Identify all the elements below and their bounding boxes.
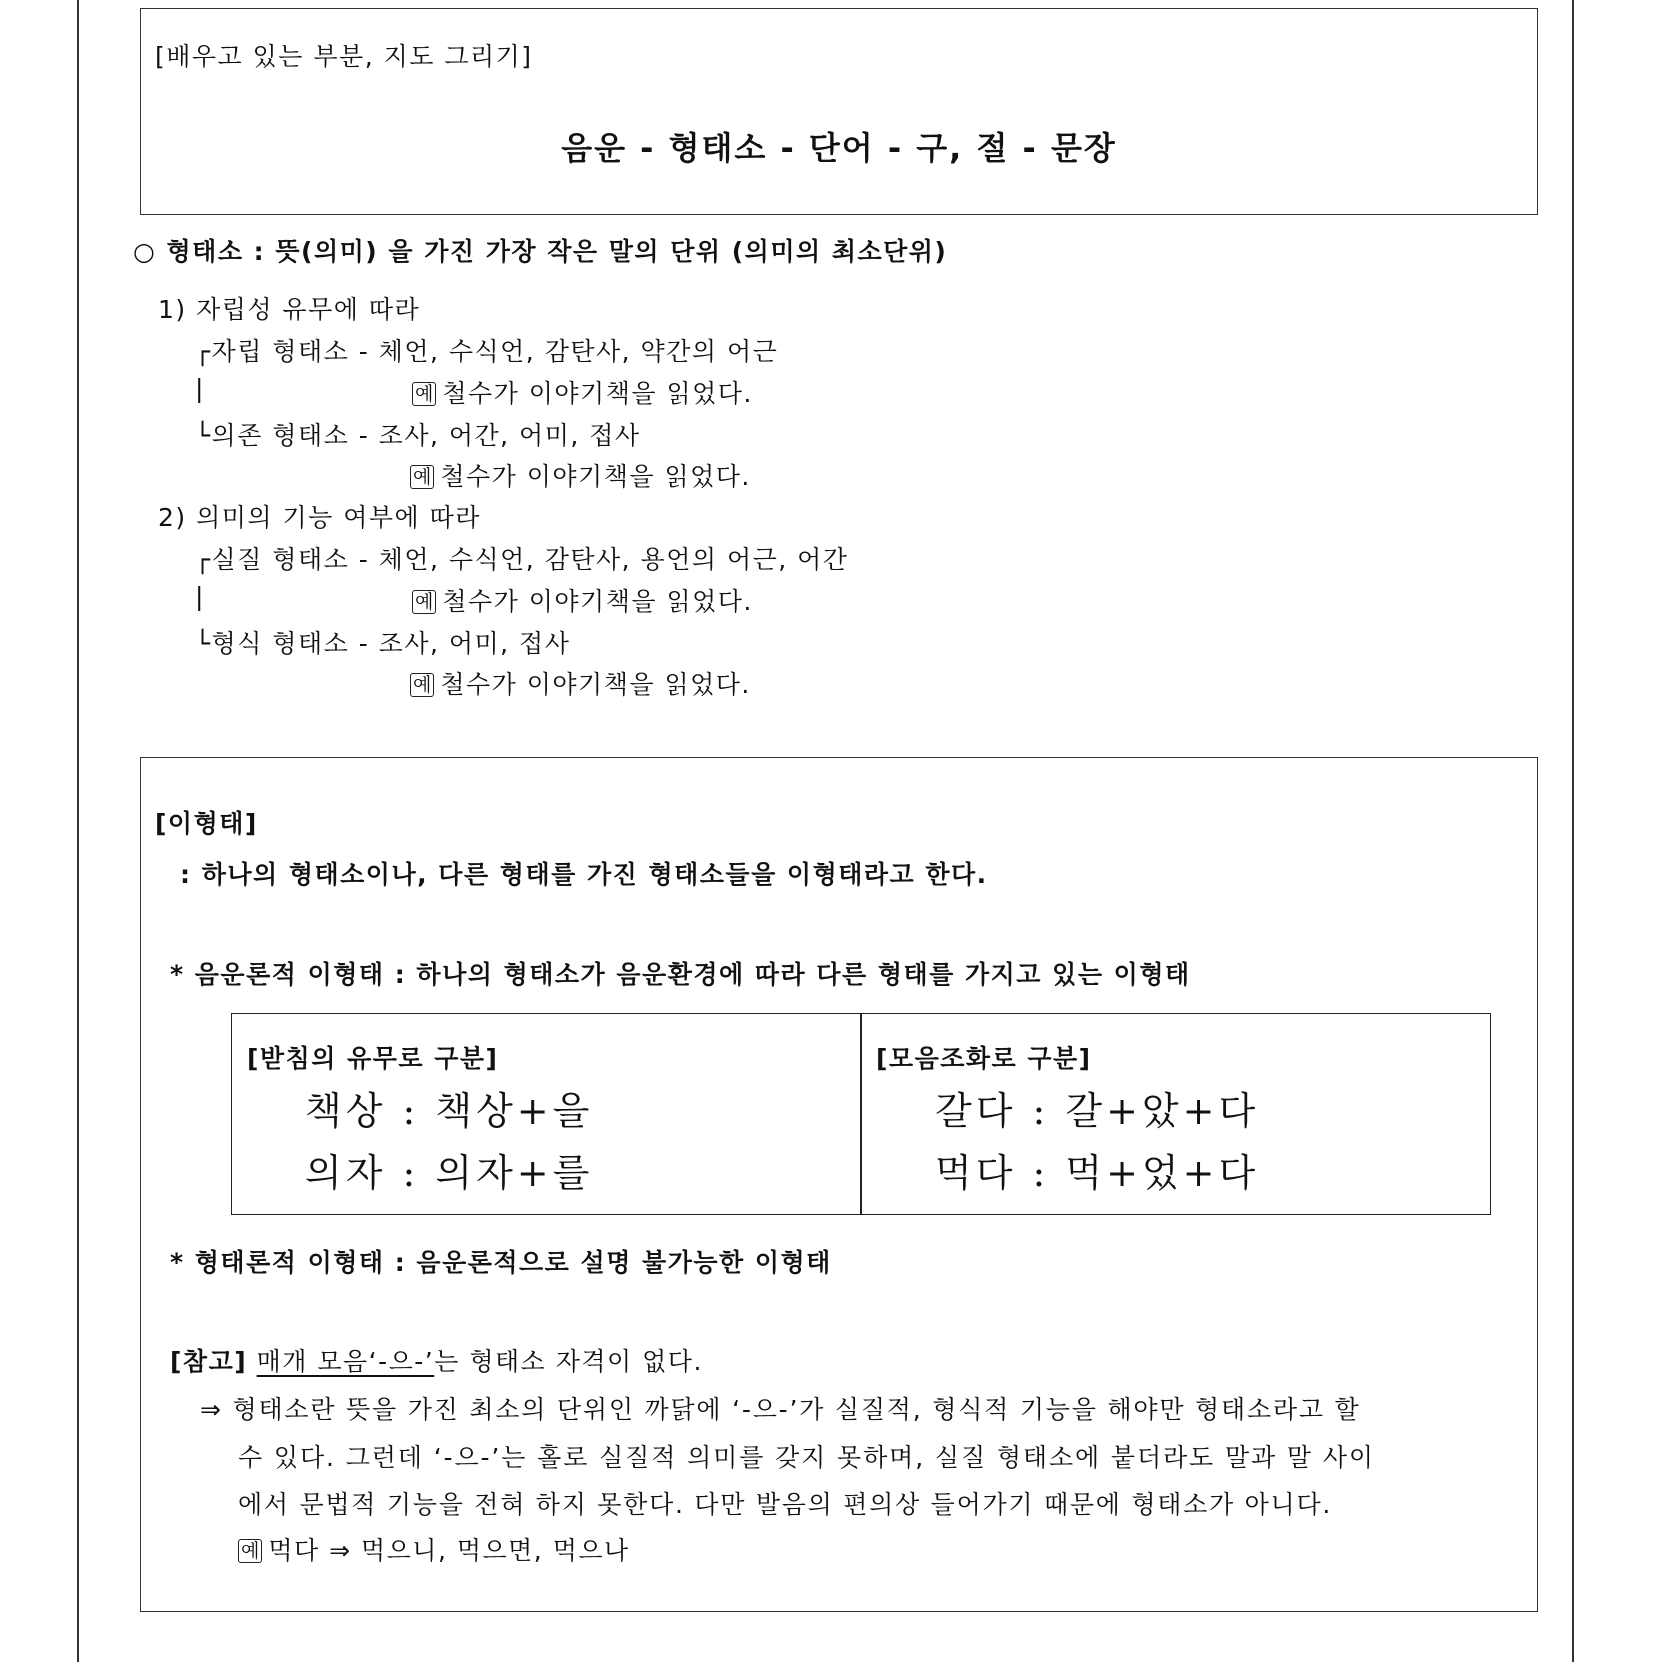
topic-map-title: 음운 - 형태소 - 단어 - 구, 절 - 문장: [561, 129, 1117, 167]
topic-map-heading: [배우고 있는 부분, 지도 그리기]: [155, 42, 533, 71]
phonological-allomorph: * 음운론적 이형태 : 하나의 형태소가 음운환경에 따라 다른 형태를 가지고 있는 이형태: [170, 960, 1191, 989]
allomorph-definition: : 하나의 형태소이나, 다른 형태를 가진 형태소들을 이형태라고 한다.: [180, 860, 988, 889]
section1-item2-example: [410, 457, 751, 493]
example-sentence: 철수가 이야기책을 읽었다.: [440, 670, 751, 699]
section2-item1: ┌실질 형태소 - 체언, 수식언, 감탄사, 용언의 어근, 어간: [195, 545, 849, 574]
table-divider: [860, 1013, 862, 1215]
morpheme-definition: ○ 형태소 : 뜻(의미) 을 가진 가장 작은 말의 단위 (의미의 최소단위): [133, 237, 948, 266]
allomorph-heading: [이형태]: [155, 809, 258, 838]
table-right-row1: 갈다 : 갈+았+다: [935, 1089, 1260, 1133]
page-right-border: [1572, 0, 1574, 1662]
example-mark-icon: 예: [238, 1539, 262, 1563]
example-mark-icon: 예: [412, 590, 436, 614]
section1-item1-example: [412, 374, 753, 410]
table-right-header: [모음조화로 구분]: [876, 1044, 1092, 1073]
note-line1: ⇒ 형태소란 뜻을 가진 최소의 단위인 까닭에 ‘-으-’가 실질적, 형식적 기능을 해야만 형태소라고 할: [200, 1395, 1361, 1424]
example-mark-icon: 예: [410, 465, 434, 489]
section2-item2: └형식 형태소 - 조사, 어미, 접사: [195, 629, 571, 658]
table-left-row2: 의자 : 의자+를: [305, 1151, 594, 1195]
section2-item1-example: [412, 582, 753, 618]
section2-heading: 2) 의미의 기능 여부에 따라: [158, 503, 481, 532]
example-sentence: 철수가 이야기책을 읽었다.: [442, 379, 753, 408]
table-right-row2: 먹다 : 먹+었+다: [935, 1151, 1260, 1195]
note-underlined: 매개 모음‘-으-’: [256, 1347, 435, 1376]
note-example: [238, 1531, 630, 1567]
page-left-border: [77, 0, 79, 1662]
section2-bar: |: [195, 582, 205, 611]
example-sentence: 철수가 이야기책을 읽었다.: [440, 462, 751, 491]
morphological-allomorph: * 형태론적 이형태 : 음운론적으로 설명 불가능한 이형태: [170, 1248, 832, 1277]
note-label: [참고]: [170, 1347, 248, 1376]
topic-map-box: [140, 8, 1538, 215]
section1-item1: ┌자립 형태소 - 체언, 수식언, 감탄사, 약간의 어근: [195, 337, 779, 366]
table-left-row1: 책상 : 책상+을: [305, 1089, 594, 1133]
note-example-text: 먹다 ⇒ 먹으니, 먹으면, 먹으나: [268, 1536, 630, 1565]
example-mark-icon: 예: [412, 382, 436, 406]
section2-item2-example: [410, 665, 751, 701]
note-line3: 에서 문법적 기능을 전혀 하지 못한다. 다만 발음의 편의상 들어가기 때문에 형태소가 아니다.: [238, 1490, 1333, 1519]
note-rest: 는 형태소 자격이 없다.: [434, 1347, 703, 1376]
example-sentence: 철수가 이야기책을 읽었다.: [442, 587, 753, 616]
note-line2: 수 있다. 그런데 ‘-으-’는 홀로 실질적 의미를 갖지 못하며, 실질 형태소에 붙더라도 말과 말 사이: [238, 1443, 1375, 1472]
section1-bar: |: [195, 374, 205, 403]
note-title: [170, 1342, 703, 1378]
section1-item2: └의존 형태소 - 조사, 어간, 어미, 접사: [195, 421, 641, 450]
table-left-header: [받침의 유무로 구분]: [247, 1044, 499, 1073]
section1-heading: 1) 자립성 유무에 따라: [158, 295, 421, 324]
example-mark-icon: 예: [410, 673, 434, 697]
